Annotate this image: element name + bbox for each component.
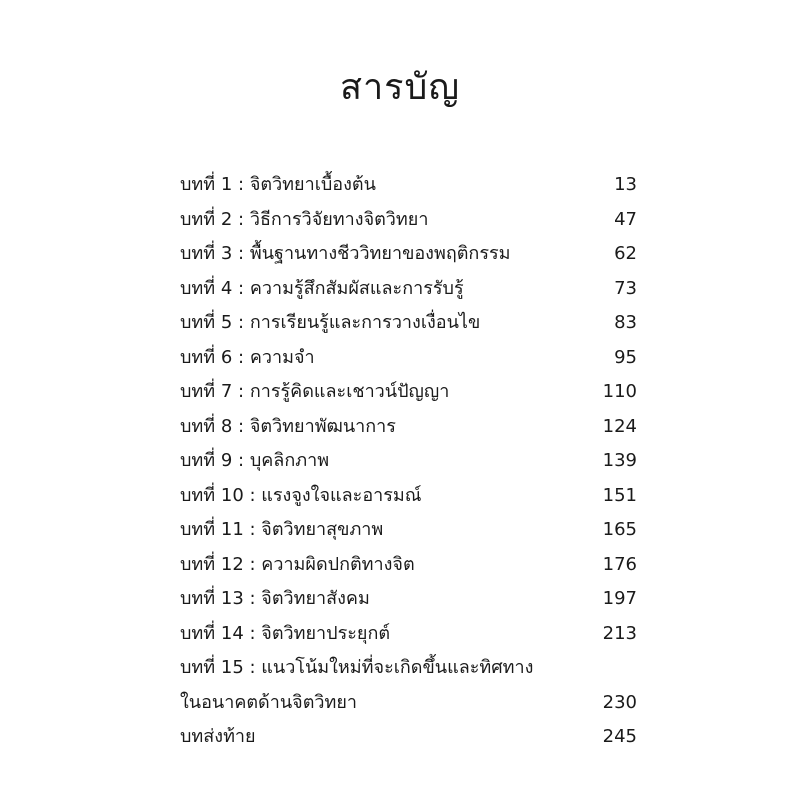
toc-entry-15	[180, 651, 637, 686]
toc-entry-label: บทที่ 15 : แนวโน้มใหม่ที่จะเกิดขึ้นและทิศทาง	[180, 657, 534, 678]
toc-entry-label: บทที่ 8 : จิตวิทยาพัฒนาการ	[180, 415, 396, 437]
toc-entry-5	[180, 306, 637, 341]
toc-entry-page: 176	[602, 553, 637, 575]
toc-entry-page: 83	[614, 312, 637, 333]
toc-entry-12	[180, 548, 637, 583]
toc-entry-page: 110	[602, 381, 637, 402]
toc-entry-13	[180, 582, 637, 617]
toc-entry-page: 213	[602, 622, 637, 644]
page-title: สารบัญ	[339, 67, 461, 108]
toc-entry-4	[180, 272, 637, 307]
toc-entry-page: 13	[614, 174, 637, 195]
toc-entry-page: 47	[614, 208, 637, 230]
toc-entry-page: 197	[602, 588, 637, 609]
toc-entry-page: 165	[602, 519, 637, 540]
toc-entry-page: 73	[614, 277, 637, 299]
toc-entry-page: 62	[614, 243, 637, 264]
toc-entry-8	[180, 410, 637, 445]
toc-entry-2	[180, 203, 637, 238]
toc-entry-page: 151	[602, 484, 637, 506]
table-of-contents	[180, 168, 637, 755]
toc-entry-label: บทที่ 1 : จิตวิทยาเบื้องต้น	[180, 174, 376, 195]
toc-entry-page: 245	[602, 726, 637, 747]
toc-entry-label: บทที่ 14 : จิตวิทยาประยุกต์	[180, 622, 391, 644]
toc-entry-label: บทที่ 9 : บุคลิกภาพ	[180, 450, 330, 471]
toc-entry-label: บทที่ 3 : พื้นฐานทางชีววิทยาของพฤติกรรม	[180, 243, 511, 264]
toc-entry-11	[180, 513, 637, 548]
toc-entry-label: บทที่ 5 : การเรียนรู้และการวางเงื่อนไข	[180, 312, 481, 333]
toc-entry-14	[180, 617, 637, 652]
toc-entry-1	[180, 168, 637, 203]
toc-entry-label: บทที่ 12 : ความผิดปกติทางจิต	[180, 553, 415, 575]
toc-entry-3	[180, 237, 637, 272]
toc-entry-page: 230	[602, 691, 637, 713]
toc-entry-7	[180, 375, 637, 410]
toc-entry-label: บทที่ 4 : ความรู้สึกสัมผัสและการรับรู้	[180, 277, 464, 299]
toc-entry-label: บทที่ 10 : แรงจูงใจและอารมณ์	[180, 484, 422, 506]
toc-entry-9	[180, 444, 637, 479]
toc-entry-label: บทส่งท้าย	[180, 726, 256, 747]
toc-entry-10	[180, 479, 637, 514]
toc-entry-6	[180, 341, 637, 376]
toc-entry-label: บทที่ 2 : วิธีการวิจัยทางจิตวิทยา	[180, 208, 429, 230]
toc-entry-label: บทที่ 13 : จิตวิทยาสังคม	[180, 588, 370, 609]
toc-entry-page: 95	[614, 346, 637, 368]
toc-entry-label: ในอนาคตด้านจิตวิทยา	[180, 691, 358, 713]
toc-entry-15-continued	[180, 686, 637, 721]
toc-entry-page: 139	[602, 450, 637, 471]
toc-entry-epilogue	[180, 720, 637, 755]
toc-entry-label: บทที่ 6 : ความจำ	[180, 346, 315, 368]
toc-entry-label: บทที่ 7 : การรู้คิดและเชาวน์ปัญญา	[180, 381, 450, 402]
toc-entry-page: 124	[602, 415, 637, 437]
toc-entry-label: บทที่ 11 : จิตวิทยาสุขภาพ	[180, 519, 384, 540]
